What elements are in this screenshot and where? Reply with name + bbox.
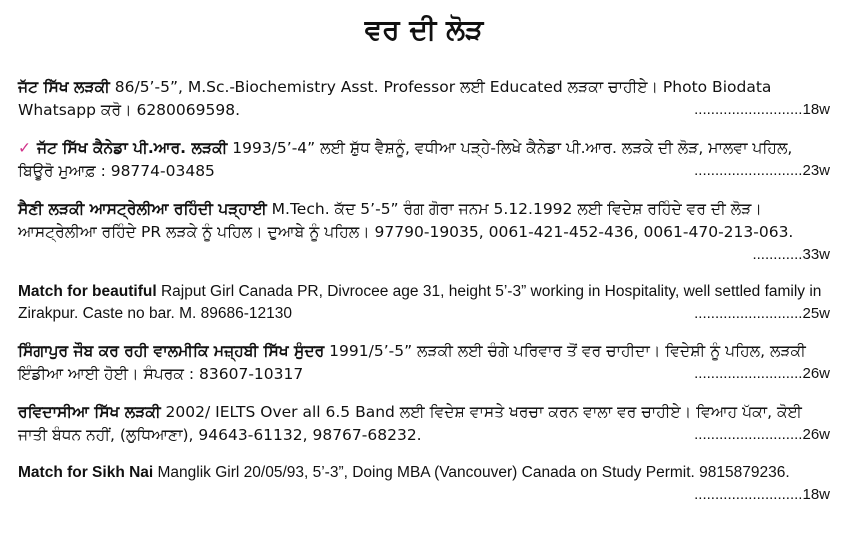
checkmark-icon: ✓	[18, 140, 31, 157]
ad-ref: ..........................26w	[694, 365, 830, 382]
ad-lead: ਜੱਟ ਸਿੱਖ ਕੈਨੇਡਾ ਪੀ.ਆਰ. ਲੜਕੀ	[37, 139, 228, 157]
ad-lead: ਰਵਿਦਾਸੀਆ ਸਿੱਖ ਲੜਕੀ	[18, 403, 161, 421]
ad-body: 86/5’-5”, M.Sc.-Biochemistry Asst. Professor ਲਈ Educated ਲੜਕਾ ਚਾਹੀਏ। Photo Biodata Whatsapp ਕਰੋ। 6280069598.	[18, 78, 772, 119]
ad-item-3	[18, 198, 830, 266]
ad-lead: ਜੱਟ ਸਿੱਖ ਲੜਕੀ	[18, 78, 110, 96]
ad-item-2	[18, 137, 830, 183]
ad-item-4	[18, 281, 830, 325]
ad-item-7	[18, 462, 830, 506]
ad-lead: Match for beautiful	[18, 283, 157, 300]
ad-body: Manglik Girl 20/05/93, 5’-3”, Doing MBA (Vancouver) Canada on Study Permit. 9815879236.	[153, 464, 790, 481]
ad-body: M.Tech. ਕੱਦ 5’-5” ਰੰਗ ਗੋਰਾ ਜਨਮ 5.12.1992 ਲਈ ਵਿਦੇਸ਼ ਰਹਿੰਦੇ ਵਰ ਦੀ ਲੋੜ। ਆਸਟ੍ਰੇਲੀਆ ਰਹਿੰਦੇ PR ਲੜਕੇ ਨੂੰ ਪਹਿਲ। ਦੁਆਬੇ ਨੂੰ ਪਹਿਲ। 97790-19035, 0061-421-452-436, 0061-470-213-063.	[18, 200, 794, 241]
ad-lead: Match for Sikh Nai	[18, 464, 154, 481]
ad-lead: ਸੈਣੀ ਲੜਕੀ ਆਸਟ੍ਰੇਲੀਆ ਰਹਿੰਦੀ ਪੜ੍ਹਾਈ	[18, 200, 267, 218]
ad-item-1	[18, 76, 830, 122]
page-title: ਵਰ ਦੀ ਲੋੜ	[364, 13, 484, 46]
ad-body: 1991/5’-5” ਲੜਕੀ ਲਈ ਚੰਗੇ ਪਰਿਵਾਰ ਤੋਂ ਵਰ ਚਾਹੀਦਾ। ਵਿਦੇਸ਼ੀ ਨੂੰ ਪਹਿਲ, ਲੜਕੀ ਇੰਡੀਆ ਆਈ ਹੋਈ। ਸੰਪਰਕ : 83607-10317	[18, 342, 806, 383]
ad-body: Rajput Girl Canada PR, Divrocee age 31, height 5’-3” working in Hospitality, well settled family in Zirakpur. Caste no bar. M. 89686-12130	[18, 283, 822, 322]
ad-item-6	[18, 401, 830, 447]
ad-lead: ਸਿੰਗਾਪੁਰ ਜੌਬ ਕਰ ਰਹੀ ਵਾਲਮੀਕਿ ਮਜ਼੍ਹਬੀ ਸਿੱਖ ਸੁੰਦਰ	[18, 342, 325, 360]
ad-item-5	[18, 340, 830, 386]
ad-ref: ..........................26w	[694, 426, 830, 443]
ad-body: 1993/5’-4” ਲਈ ਸ਼ੁੱਧ ਵੈਸ਼ਨੂੰ, ਵਧੀਆ ਪੜ੍ਹੇ-ਲਿਖੇ ਕੈਨੇਡਾ ਪੀ.ਆਰ. ਲੜਕੇ ਦੀ ਲੋੜ, ਮਾਲਵਾ ਪਹਿਲ, ਬਿਊਰੋ ਮੁਆਫ਼ : 98774-03485	[18, 139, 793, 180]
ad-ref: ..........................18w	[694, 486, 830, 503]
ad-ref: ..........................18w	[694, 101, 830, 118]
ad-body: 2002/ IELTS Over all 6.5 Band ਲਈ ਵਿਦੇਸ਼ ਵਾਸਤੇ ਖਰਚਾ ਕਰਨ ਵਾਲਾ ਵਰ ਚਾਹੀਏ। ਵਿਆਹ ਪੱਕਾ, ਕੋਈ ਜਾਤੀ ਬੰਧਨ ਨਹੀਂ, (ਲੁਧਿਆਣਾ), 94643-61132, 98767-68232.	[18, 403, 802, 444]
ad-ref: ............33w	[752, 246, 830, 263]
ad-ref: ..........................25w	[694, 305, 830, 322]
ad-ref: ..........................23w	[694, 162, 830, 179]
